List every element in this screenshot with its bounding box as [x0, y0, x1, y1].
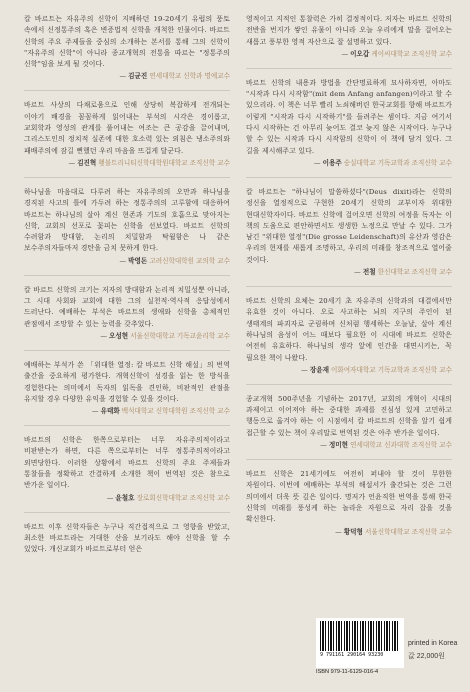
right-column: [246, 14, 452, 538]
endorser-affiliation: 서울신학대학교 기독교윤리학 교수: [130, 331, 230, 340]
endorser-name: 이용주: [322, 158, 342, 167]
attribution-dash: —: [301, 365, 310, 374]
endorsement: [246, 296, 452, 376]
attribution-dash: —: [106, 493, 116, 502]
endorser-affiliation: 숭실대학교 기독교학과 조직신학 교수: [343, 158, 452, 167]
endorsement: [24, 285, 230, 342]
isbn-text: ISBN 979-11-6129-016-4: [316, 669, 379, 675]
endorsement-text: 바르트의 신학은 한쪽으로부터는 너무 자유주의적이라고 비판받는가 하면, 다른 쪽으로부터는 너무 정통주의적이라고 외면당한다. 이러한 상황에서 바르트 신학의 주요 주제들과 통찰들을 정확하고 간결하게 소개한 책이 번역된 것은 참으로 반가운 일이다.: [24, 436, 230, 490]
barcode-area: [316, 618, 456, 678]
attribution-dash: —: [341, 49, 351, 58]
endorser-affiliation: 연세대학교 신학과 명예교수: [149, 72, 230, 81]
endorsement-text: 예배하는 부석가 쓴 「위대한 열정: 칼 바르트 신학 해설」의 번역 출간을 중요하게 평가한다. 개혁신학이 성경을 읽는 한 방식을 경험한다는 의미에서 독자의 읽독을 견인하, 비판적인 관점을 유지할 경우 다양한 유익을 경험할 수 있을 것이다.: [24, 360, 230, 403]
barcode-addon: 93230: [368, 652, 384, 658]
divider: [246, 459, 452, 460]
divider: [246, 286, 452, 287]
endorser-affiliation: 장로회신학대학교 조직신학 교수: [136, 493, 230, 502]
endorsement-text: 칼 바르트 신학의 크기는 저자의 방대함과 논리적 치밀성뿐 아니라, 그 시대 사회와 교회에 대한 그의 실천적·역사적 응답성에서 드러난다. 예배하는 부석은 바르트의 생애와 신학을 총체적인 관점에서 조망할 수 있는 능력을 갖추었다.: [24, 285, 230, 328]
endorser-name: 황덕형: [343, 527, 363, 536]
endorsement-attribution: [246, 365, 452, 376]
attribution-dash: —: [119, 72, 129, 81]
endorsement: [24, 14, 230, 82]
endorser-name: 전철: [362, 268, 376, 277]
endorsement-attribution: [246, 527, 452, 538]
isbn-barcode: [316, 618, 404, 668]
divider: [24, 177, 230, 178]
divider: [24, 90, 230, 91]
barcode-digits: 9 791161 290164: [320, 652, 366, 658]
divider: [24, 275, 230, 276]
divider: [246, 68, 452, 69]
endorser-affiliation: 케이씨대학교 조직신학 교수: [371, 49, 452, 58]
endorsement-attribution: [246, 440, 452, 451]
endorsement-text: 칼 바르트는 "하나님이 말씀하셨다"(Deus dixit)라는 신학의 정신을 열정적으로 구현한 20세기 신학의 교부이자 위대한 현대신학자이다. 바르트 신학에 걸어오면 신학의 여정을 독자는 이 책의 도움으로 편안하면서도 생생한 노정으로 만날 수 있다. 그가 남긴 "위대한 열정"(Die grosse Leidenschaft)의 유산과 영감은 우리의 현재를 새롭게 조명하고, 우리의 미래를 창조적으로 열어줄 것이다.: [246, 187, 452, 264]
endorsement-attribution: [246, 267, 452, 278]
endorsement: [24, 522, 230, 556]
divider: [24, 350, 230, 351]
divider: [24, 425, 230, 426]
endorsement: [246, 469, 452, 537]
endorsement-attribution: [24, 331, 230, 342]
endorsement-attribution: [24, 406, 230, 417]
endorser-affiliation: 한신대학교 조직신학 교수: [377, 268, 452, 277]
endorsement-text: 칼 바르트는 자유주의 신학이 지배하던 19-20세기 유럽의 풍토 속에서 신정통주의 혹은 변증법적 신학을 개척한 인물이다. 바르트 신학의 주요 주제들을 중심의 소개하는 본서를 통해 그의 신학이 "자유주의 신학"이 아니라 종교개혁의 전통을 따르는 "정통주의 신학"임을 보게 될 것이다.: [24, 15, 230, 69]
endorsement: [246, 14, 452, 60]
endorsement: [24, 187, 230, 267]
endorser-name: 유태화: [100, 407, 120, 416]
endorser-affiliation: 서울신학대학교 조직신학 교수: [365, 527, 452, 536]
endorser-name: 김균진: [128, 72, 148, 81]
endorser-name: 윤철호: [115, 493, 135, 502]
endorsement: [246, 78, 452, 169]
attribution-dash: —: [320, 441, 329, 450]
attribution-dash: —: [354, 268, 363, 277]
divider: [246, 177, 452, 178]
endorser-name: 장윤재: [309, 365, 329, 374]
endorser-name: 오성현: [109, 331, 129, 340]
endorsement-attribution: [246, 49, 452, 60]
endorsement-attribution: [24, 493, 230, 504]
endorsement-text: 영적이고 지적인 통찰력은 가히 결정적이다. 저자는 바르트 신학의 전반을 번지가 쌓인 유물이 아니라 오늘 우리에게 말을 걸어오는 새롭고 풍부한 영적 자산으로 잘 설명하고 있다.: [246, 15, 452, 46]
endorser-name: 김진혁: [77, 158, 97, 167]
endorser-name: 정미현: [328, 441, 349, 450]
endorsement-text: 바르트 신학의 내용과 방법을 간단명료하게 묘사하자면, 아마도 "시작과 다시 시작함"(mit dem Anfang anfangen)이라고 할 수 있으리라. 이 책은 너무 빨리 노쇠해버린 한국교회를 향해 바르트가 이렇게 "시작과 다시 시작하기"를 들려주는 셈이다. 지금 여기서 다시 시작하는 건 아무리 늦어도 결코 늦지 않은 시작이다. 누구나 할 수 있는 시작과 다시 시작함의 신학이 이 책에 담겨 있다. 그 길을 제시해주고 있다.: [246, 78, 452, 155]
endorser-name: 이오갑: [350, 49, 370, 58]
endorsement-text: 바르트 이후 신학자들은 누구나 직간접적으로 그 영향을 받았고, 최소한 바르트라는 거대한 산을 보기라도 해야 신학을 할 수 있었다. 개신교회가 바르트로부터 얻은: [24, 522, 230, 554]
endorser-affiliation: 연세대학교 신과대학 조직신학 교수: [350, 441, 452, 450]
endorsement-text: 하나님을 마음대로 다루려 하는 자유주의의 오만과 하나님을 경직된 사고의 틀에 가두려 하는 정통주의의 고루함에 대응하여 바르트는 하나님의 살아 계신 현존과 기도의 호흡으로 맞아지는 신학, 교회의 선포로 꽃피는 신학을 선보였다. 바르트 신학의 수려함과 방대함, 논리의 치밀함과 탁월함은 나 같은 보수주의자들마저 경탄을 금치 못하게 한다.: [24, 187, 230, 253]
endorser-name: 박영돈: [128, 256, 148, 265]
endorsement: [24, 100, 230, 168]
endorsement-attribution: [24, 71, 230, 82]
left-column: [24, 14, 230, 556]
attribution-dash: —: [313, 158, 323, 167]
endorsement-text: 종교개혁 500주년을 기념하는 2017년, 교회의 개혁이 시대의 과제이고 이어져야 하는 중대한 과제를 진심성 있게 고민하고 행동으로 옮겨야 하는 이 시점에서 칼 바르트의 신학을 알기 쉽게 접근할 수 있는 책이 우리말로 번역된 것은 아주 반가운 일이다.: [246, 394, 452, 437]
endorsement: [24, 360, 230, 417]
divider: [24, 512, 230, 513]
endorser-affiliation: 고려신학대학원 교의학 교수: [149, 256, 230, 265]
endorser-affiliation: 횃불트리니티신학대학원대학교 조직신학 교수: [98, 158, 230, 167]
divider: [246, 384, 452, 385]
attribution-dash: —: [335, 527, 344, 536]
endorsement-attribution: [24, 158, 230, 169]
price: 값 22,000원: [408, 653, 445, 660]
barcode-number: [320, 652, 400, 658]
attribution-dash: —: [91, 407, 101, 416]
endorsement: [246, 394, 452, 451]
endorsement-text: 바르트 신학의 요체는 20세기 초 자유주의 신학과의 대결에서만 유효한 것이 아니다. 오로 사고하는 뇌의 지구의 주인이 된 생태계의 파괴자로 군림하며 신처럼 행세하는 오늘날, 살아 계신 하나님의 음성이 어느 때보다 필요한 이 시대에 바르트 신학은 여전히 유효하다. 하나님의 생각 앞에 인간을 대면시키는, 꼭 필요한 책이 나왔다.: [246, 297, 452, 362]
endorsement: [246, 187, 452, 278]
endorser-affiliation: 이화여자대학교 기독교학과 조직신학 교수: [331, 365, 452, 374]
barcode-bars: [320, 621, 400, 651]
endorsement: [24, 435, 230, 503]
attribution-dash: —: [100, 331, 110, 340]
endorsement-attribution: [24, 256, 230, 267]
attribution-dash: —: [119, 256, 129, 265]
endorsement-attribution: [246, 158, 452, 169]
printed-in-korea: printed in Korea: [408, 640, 458, 647]
endorsement-text: 바르트 사상의 다채로움으로 인해 상당히 복잡하게 전개되는 이야기 배경을 꼼꼼하게 읽어내는 부석의 시각은 경이롭고, 교회학과 영성의 관계를 풀어내는 여조는 큰 공감을 끌어내며, 그리스도인의 정치적 실존에 대한 호소력 있는 외침은 냉소주의와 패배주의에 잠길 뻔했던 우리 마음을 뜨겁게 달군다.: [24, 101, 230, 155]
endorser-affiliation: 백석대학교 신학대학원 조직신학 교수: [121, 407, 230, 416]
attribution-dash: —: [68, 158, 78, 167]
endorsement-text: 바르트 신학은 21세기에도 여전히 퍼내야 할 것이 무한한 자원이다. 이번에 예배하는 부석의 해설서가 출간되는 것은 그런 의미에서 더욱 뜻 깊은 일이다. 명저가 언윤직한 번역을 통해 한국 신학의 미래를 풍성케 하는 놀라운 자원으로 자리 잡을 것을 확신한다.: [246, 470, 452, 524]
